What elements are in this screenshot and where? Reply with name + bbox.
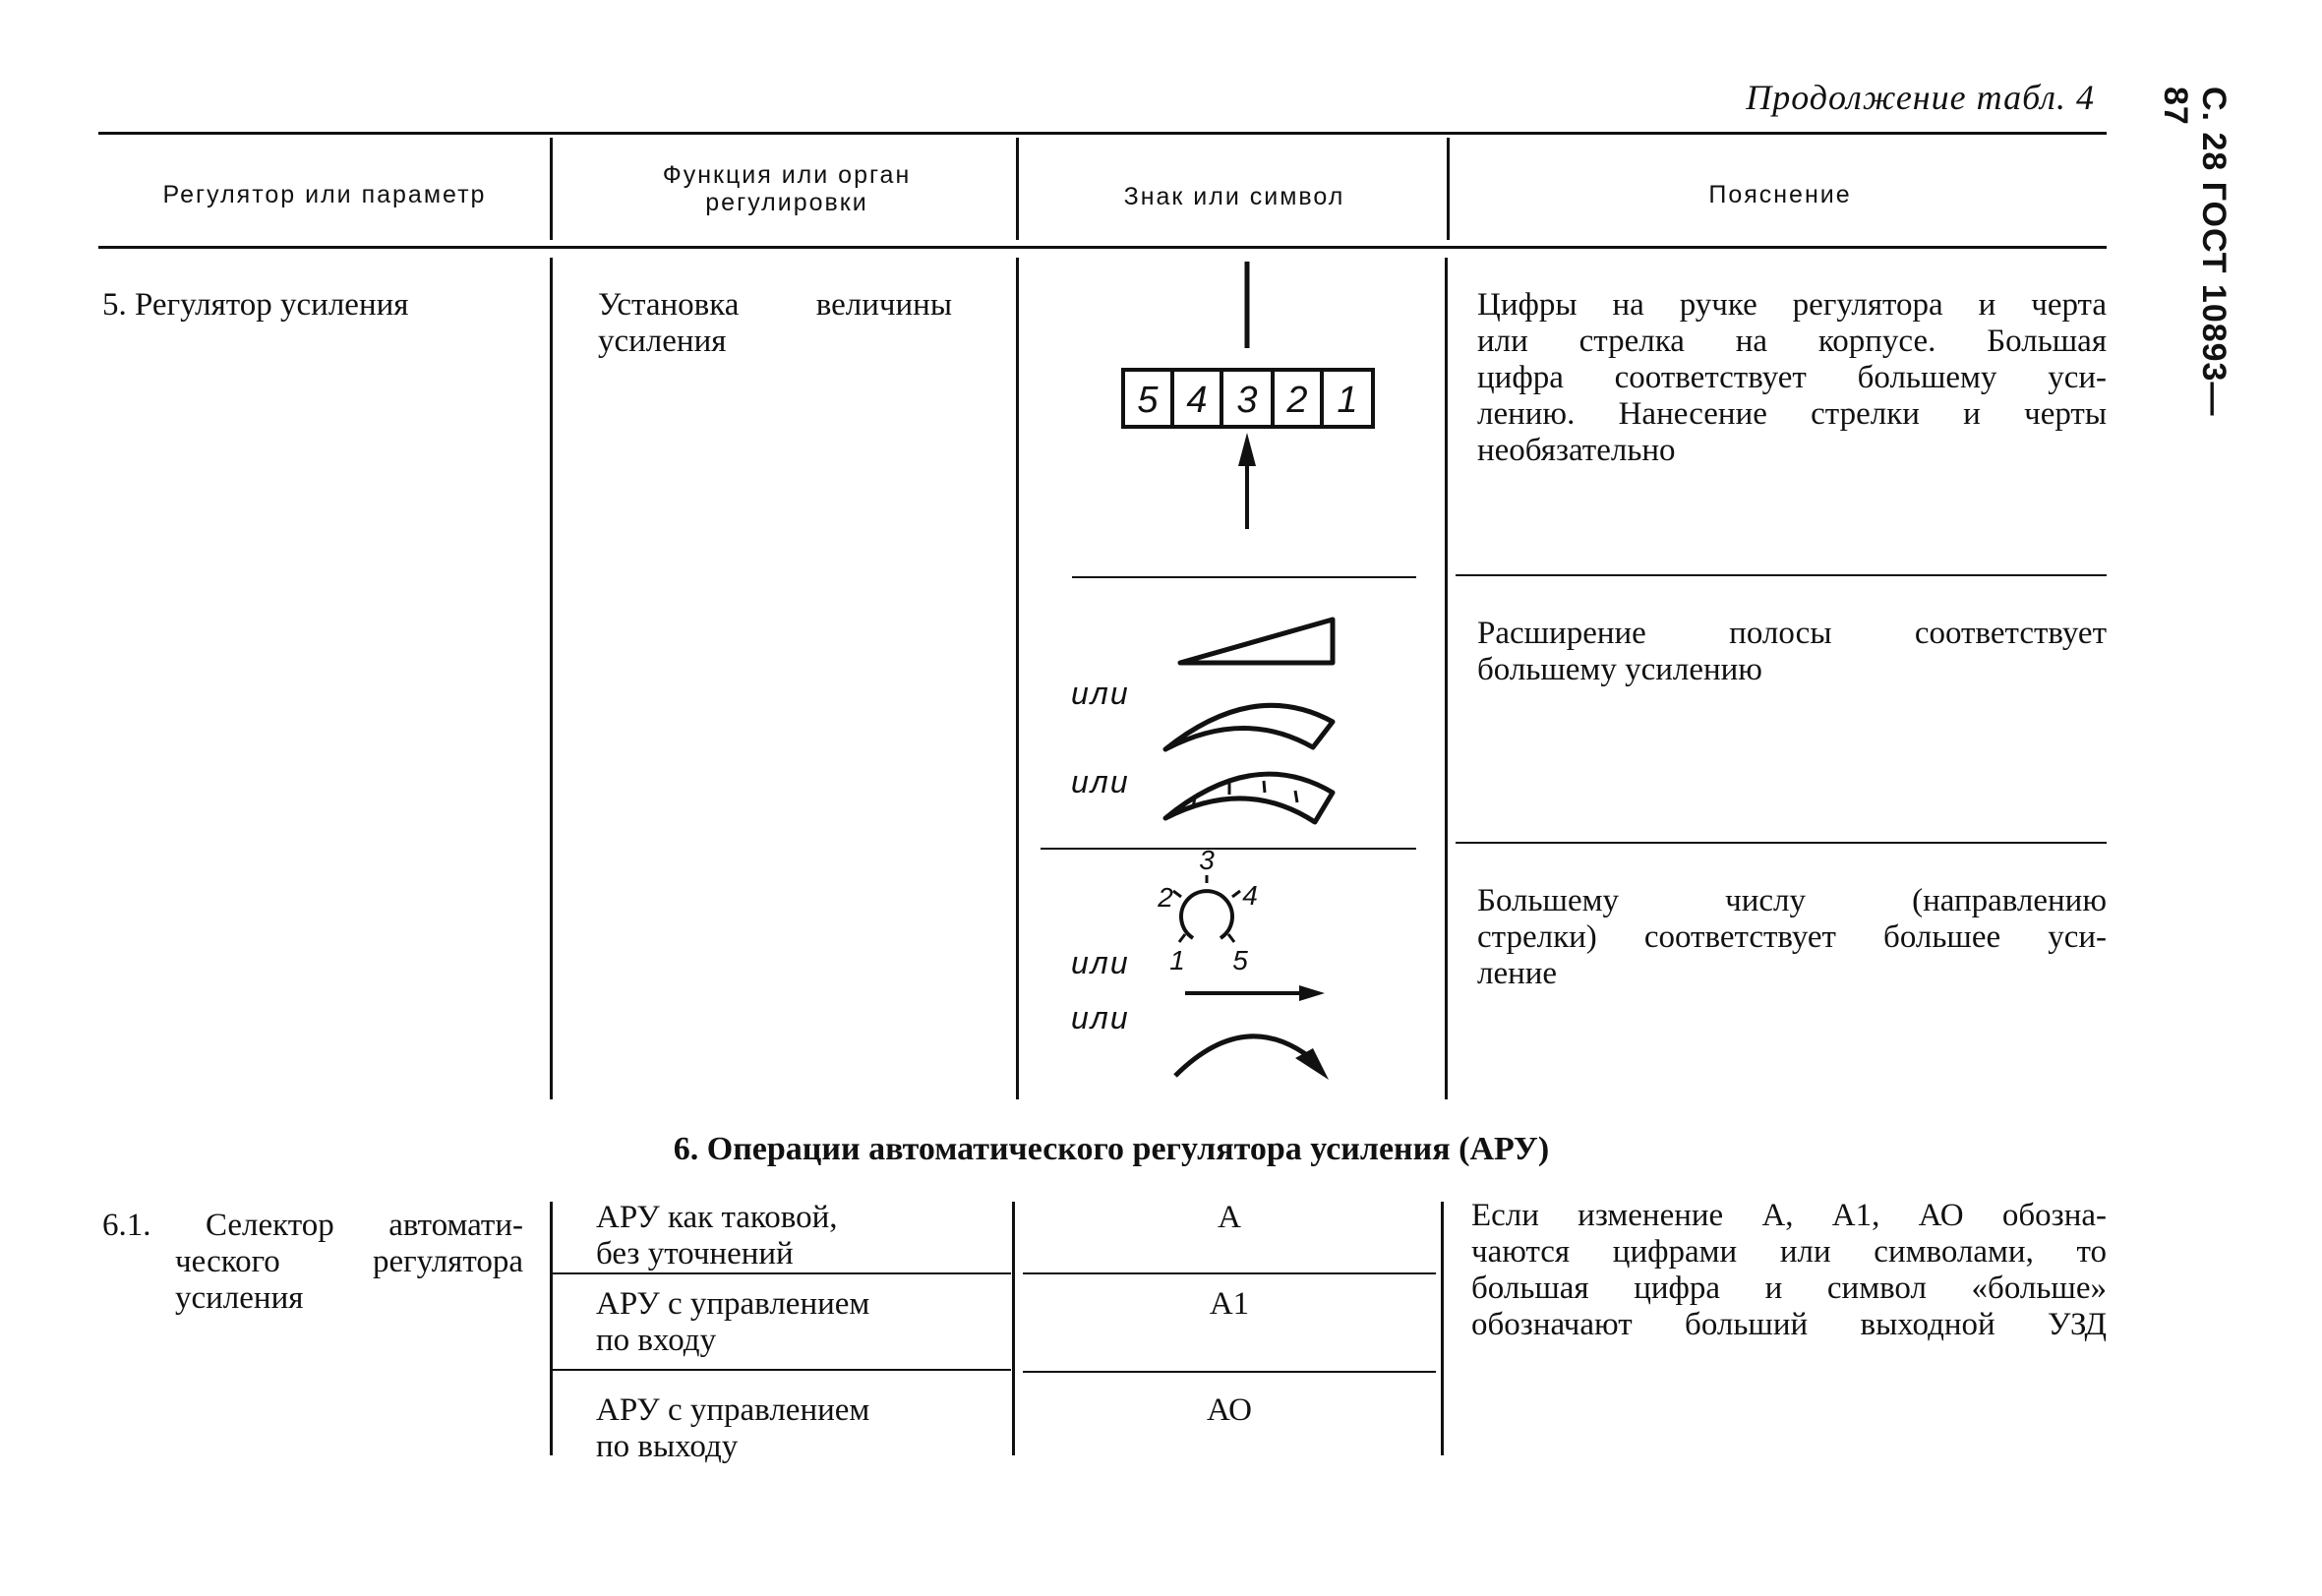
row5-regulator: 5. Регулятор усиления bbox=[102, 287, 409, 323]
explain2-line-1: Расширение полосы соответствует bbox=[1477, 616, 2107, 651]
explain3-line-3: ление bbox=[1477, 956, 1558, 991]
band-tick-1 bbox=[1193, 797, 1195, 808]
row61-separator-3 bbox=[1441, 1202, 1444, 1455]
row61-sub1-function bbox=[596, 1200, 1009, 1272]
header-separator-3 bbox=[1447, 138, 1450, 240]
row61-explain-line-3: большая цифра и символ «больше» bbox=[1471, 1271, 2107, 1306]
sub2-func-line-1: АРУ с управлением bbox=[596, 1286, 870, 1322]
knob-tick-1 bbox=[1179, 934, 1185, 942]
row61-explain-line-2: чаются цифрами или символами, то bbox=[1471, 1234, 2107, 1270]
band-tick-4 bbox=[1295, 791, 1297, 802]
row5-explanation-2 bbox=[1477, 616, 2107, 688]
row61-func-rule-2 bbox=[553, 1369, 1011, 1371]
or-label-3: или bbox=[1071, 945, 1130, 980]
row61-regulator-line-1: 6.1. Селектор автомати- bbox=[102, 1208, 523, 1243]
dial-digit-5: 5 bbox=[1137, 380, 1159, 421]
continuation-label: Продолжение табл. 4 bbox=[1746, 78, 2095, 117]
explain-rule-1 bbox=[1456, 574, 2107, 576]
knob-label-1: 1 bbox=[1169, 945, 1185, 975]
row5-explanation-1 bbox=[1477, 287, 2107, 469]
explain1-line-5: необязательно bbox=[1477, 433, 1676, 468]
sub2-func-line-2: по входу bbox=[596, 1323, 717, 1358]
explain1-line-3: цифра соответствует большему уси- bbox=[1477, 360, 2107, 395]
explain3-line-1: Большему числу (направлению bbox=[1477, 883, 2107, 918]
band-widening-symbols bbox=[1067, 600, 1362, 846]
dial-digit-4: 4 bbox=[1186, 380, 1208, 421]
sub3-func-line-1: АРУ с управлением bbox=[596, 1392, 870, 1428]
header-function: Функция или орган регулировки bbox=[662, 161, 912, 216]
header-regulator: Регулятор или параметр bbox=[162, 181, 487, 208]
section6-title: 6. Операции автоматического регулятора усиления (АРУ) bbox=[673, 1131, 1550, 1167]
row61-regulator-line-3: усиления bbox=[175, 1280, 304, 1316]
knob-tick-4 bbox=[1232, 891, 1240, 897]
curved-band bbox=[1165, 705, 1333, 749]
sub1-func-line-1: АРУ как таковой, bbox=[596, 1200, 838, 1235]
gain-dial-symbol bbox=[1111, 258, 1387, 543]
header-separator-2 bbox=[1016, 138, 1019, 240]
row61-symbol-rule-1 bbox=[1023, 1272, 1436, 1274]
or-label-1: или bbox=[1071, 676, 1130, 711]
row61-sub3-symbol: АО bbox=[1206, 1392, 1253, 1428]
knob-arc bbox=[1181, 891, 1232, 938]
row5-explanation-3 bbox=[1477, 883, 2107, 992]
knob-label-3: 3 bbox=[1199, 848, 1215, 875]
row5-function-text: Установка величины усиления bbox=[598, 287, 952, 359]
page-reference: С. 28 ГОСТ 10893—87 bbox=[2157, 87, 2233, 417]
header-symbol: Знак или символ bbox=[1123, 183, 1345, 210]
sub3-func-line-2: по выходу bbox=[596, 1429, 739, 1464]
band-tick-3 bbox=[1264, 781, 1265, 793]
symbol-rule-1 bbox=[1072, 576, 1416, 578]
knob-label-4: 4 bbox=[1242, 880, 1258, 911]
header-separator-1 bbox=[550, 138, 553, 240]
dial-digit-3: 3 bbox=[1236, 380, 1258, 421]
explain3-line-2: стрелки) соответствует большее уси- bbox=[1477, 919, 2107, 955]
wedge-triangle bbox=[1180, 620, 1333, 663]
header-bottom-rule bbox=[98, 246, 2107, 249]
explain1-line-2: или стрелка на корпусе. Большая bbox=[1477, 324, 2107, 359]
knob-label-5: 5 bbox=[1232, 945, 1248, 975]
curved-arrow bbox=[1175, 1036, 1311, 1076]
row61-regulator-line-2: ческого регулятора bbox=[175, 1244, 523, 1279]
table-top-rule bbox=[98, 132, 2107, 135]
explain-rule-2 bbox=[1456, 842, 2107, 844]
row61-sub3-function bbox=[596, 1392, 1009, 1465]
row61-explanation bbox=[1471, 1198, 2107, 1343]
row5-separator-2 bbox=[1016, 258, 1019, 1099]
header-explanation: Пояснение bbox=[1708, 181, 1852, 208]
dial-digit-1: 1 bbox=[1337, 380, 1358, 421]
dial-digit-2: 2 bbox=[1286, 380, 1308, 421]
knob-tick-2 bbox=[1173, 891, 1181, 897]
row61-sub2-function bbox=[596, 1286, 1009, 1359]
knob-direction-symbols bbox=[1067, 848, 1362, 1092]
row61-sub2-symbol: А1 bbox=[1209, 1286, 1250, 1322]
dial-arrow-head bbox=[1238, 433, 1256, 466]
row61-explain-line-4: обозначают больший выходной УЗД bbox=[1471, 1307, 2107, 1342]
row61-separator-2 bbox=[1012, 1202, 1015, 1455]
row61-symbol-rule-2 bbox=[1023, 1371, 1436, 1373]
row61-separator-1 bbox=[550, 1202, 553, 1455]
row61-explain-line-1: Если изменение А, А1, АО обозна- bbox=[1471, 1198, 2107, 1233]
row5-function bbox=[598, 287, 952, 360]
sub1-func-line-2: без уточнений bbox=[596, 1236, 794, 1271]
knob-label-2: 2 bbox=[1158, 882, 1173, 913]
row61-sub1-symbol: А bbox=[1218, 1200, 1241, 1235]
or-label-4: или bbox=[1071, 1000, 1130, 1035]
or-label-2: или bbox=[1071, 764, 1130, 799]
knob-tick-5 bbox=[1228, 934, 1234, 942]
row61-regulator bbox=[102, 1208, 523, 1317]
explain1-line-1: Цифры на ручке регулятора и черта bbox=[1477, 287, 2107, 323]
row61-func-rule-1 bbox=[553, 1272, 1011, 1274]
curved-band-ticked bbox=[1165, 774, 1333, 822]
explain2-line-2: большему усилению bbox=[1477, 652, 1762, 687]
row5-separator-3 bbox=[1445, 258, 1448, 1099]
explain1-line-4: лению. Нанесение стрелки и черты bbox=[1477, 396, 2107, 432]
straight-arrow-head bbox=[1299, 985, 1325, 1001]
row5-separator-1 bbox=[550, 258, 553, 1099]
